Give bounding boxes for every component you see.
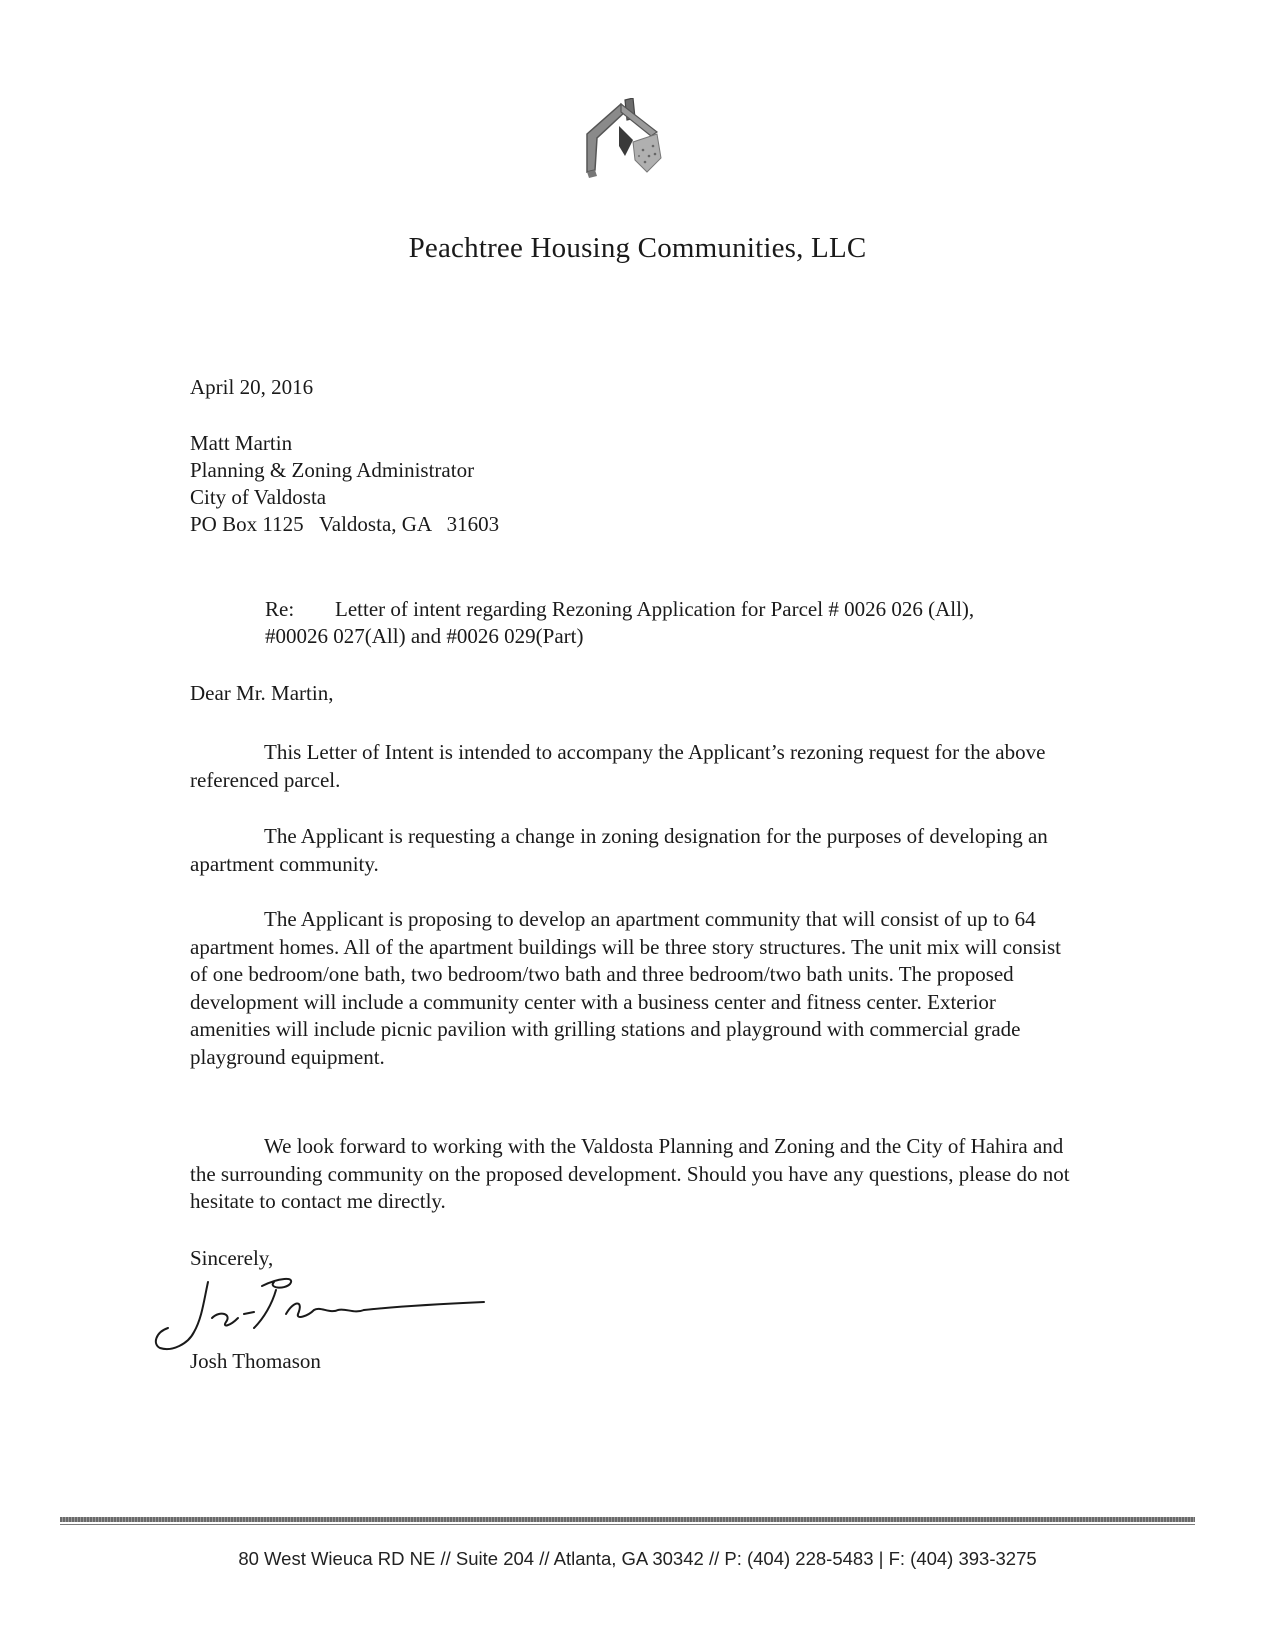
letter-date: April 20, 2016	[190, 375, 314, 399]
footer-divider-thin	[60, 1524, 1195, 1525]
salutation: Dear Mr. Martin,	[190, 681, 334, 705]
re-text-line-1: Letter of intent regarding Rezoning Application for Parcel # 0026 026 (All),	[335, 597, 975, 621]
subject-line	[265, 596, 1085, 650]
re-text-line-2: #00026 027(All) and #0026 029(Part)	[265, 624, 584, 648]
recipient-title: Planning & Zoning Administrator	[190, 458, 475, 482]
house-logo-icon	[575, 98, 671, 182]
paragraph-4-text: We look forward to working with the Valdosta Planning and Zoning and the City of Hahira and the surrounding community on the proposed development. Should you have any questions, please do not hesitate to contact me directly.	[190, 1134, 1070, 1213]
paragraph-4	[190, 1133, 1070, 1216]
paragraph-2-text: The Applicant is requesting a change in zoning designation for the purposes of developing an apartment community.	[190, 824, 1048, 876]
recipient-organization: City of Valdosta	[190, 485, 327, 509]
footer-divider	[60, 1517, 1195, 1522]
company-name: Peachtree Housing Communities, LLC	[408, 232, 867, 264]
recipient-address-block	[190, 430, 499, 538]
paragraph-3-text: The Applicant is proposing to develop an apartment community that will consist of up to 64 apartment homes. All of the apartment buildings will be three story structures. The unit mix will consist of one bedroom/one bath, two bedroom/two bath and three bedroom/two bath units. The proposed development will include a community center with a business center and fitness center. Exterior amenities will include picnic pavilion with grilling stations and playground with commercial grade playground equipment.	[190, 907, 1061, 1069]
recipient-street-address: PO Box 1125 Valdosta, GA 31603	[190, 512, 500, 536]
paragraph-1-text: This Letter of Intent is intended to accompany the Applicant’s rezoning request for the above referenced parcel.	[190, 740, 1046, 792]
paragraph-1	[190, 739, 1070, 794]
paragraph-3	[190, 906, 1070, 1071]
signer-name: Josh Thomason	[190, 1349, 321, 1373]
footer-contact-line: 80 West Wieuca RD NE // Suite 204 // Atlanta, GA 30342 // P: (404) 228-5483 | F: (404) 393-3275	[238, 1548, 1037, 1569]
recipient-name: Matt Martin	[190, 431, 293, 455]
paragraph-2	[190, 823, 1070, 878]
closing: Sincerely,	[190, 1246, 274, 1270]
re-label: Re:	[265, 597, 295, 621]
